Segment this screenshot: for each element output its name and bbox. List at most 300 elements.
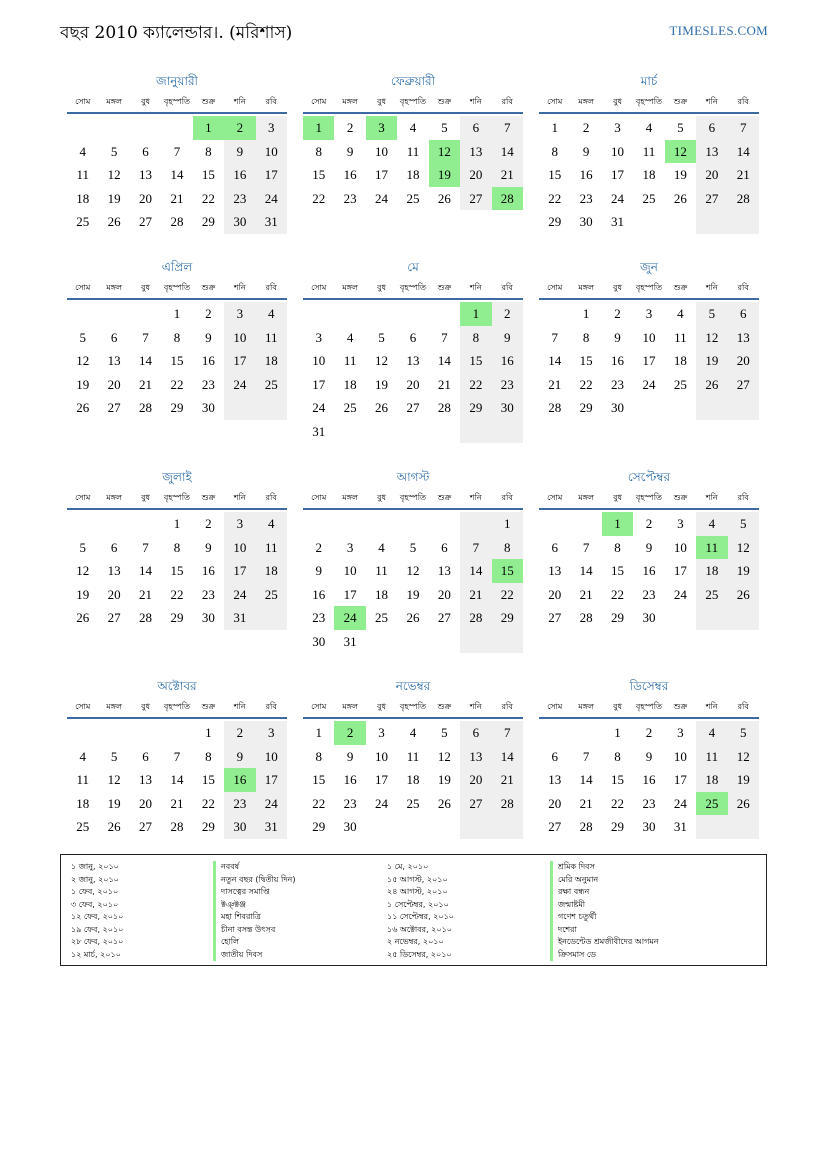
holiday-day-cell[interactable]: 19 [429, 163, 460, 187]
day-cell[interactable]: 11 [406, 143, 420, 159]
day-cell[interactable]: 6 [551, 748, 558, 764]
day-cell[interactable]: 8 [315, 143, 322, 159]
day-cell[interactable]: 8 [492, 536, 523, 560]
holiday-day-cell[interactable]: 3 [366, 116, 397, 140]
day-cell[interactable]: 13 [107, 563, 121, 578]
day-cell[interactable]: 6 [460, 116, 491, 140]
day-cell[interactable]: 26 [437, 795, 451, 811]
day-cell[interactable]: 20 [437, 586, 451, 602]
day-cell[interactable]: 30 [343, 819, 357, 834]
day-cell[interactable]: 20 [696, 163, 727, 187]
day-cell[interactable]: 6 [409, 329, 417, 345]
day-cell[interactable]: 6 [110, 329, 118, 345]
day-cell[interactable]: 17 [224, 349, 255, 373]
day-cell[interactable]: 3 [645, 306, 653, 321]
day-cell[interactable]: 2 [582, 120, 590, 135]
day-cell[interactable]: 8 [205, 748, 212, 764]
day-cell[interactable]: 15 [548, 167, 562, 182]
day-cell[interactable]: 28 [548, 400, 562, 415]
day-cell[interactable]: 11 [642, 143, 656, 159]
day-cell[interactable]: 4 [677, 306, 684, 321]
day-cell[interactable]: 6 [110, 539, 118, 555]
day-cell[interactable]: 28 [728, 187, 759, 211]
day-cell[interactable]: 26 [375, 400, 389, 415]
day-cell[interactable]: 10 [642, 329, 656, 345]
day-cell[interactable]: 23 [492, 373, 523, 397]
day-cell[interactable]: 15 [460, 349, 491, 373]
day-cell[interactable]: 13 [696, 140, 727, 164]
day-cell[interactable]: 9 [645, 539, 653, 555]
day-cell[interactable]: 27 [548, 819, 562, 834]
day-cell[interactable]: 13 [437, 563, 451, 578]
day-cell[interactable]: 29 [611, 819, 625, 834]
day-cell[interactable]: 8 [551, 143, 558, 159]
day-cell[interactable]: 19 [76, 376, 90, 392]
day-cell[interactable]: 14 [579, 563, 593, 578]
day-cell[interactable]: 30 [611, 400, 625, 415]
day-cell[interactable]: 12 [437, 748, 451, 764]
day-cell[interactable]: 14 [548, 353, 562, 368]
day-cell[interactable]: 13 [406, 353, 420, 368]
day-cell[interactable]: 18 [696, 559, 727, 583]
day-cell[interactable]: 12 [107, 167, 121, 182]
day-cell[interactable]: 23 [579, 190, 593, 206]
day-cell[interactable]: 26 [437, 190, 451, 206]
day-cell[interactable]: 9 [224, 745, 255, 769]
day-cell[interactable]: 18 [406, 167, 420, 182]
day-cell[interactable]: 1 [205, 725, 212, 740]
day-cell[interactable]: 3 [224, 302, 255, 326]
day-cell[interactable]: 14 [170, 772, 184, 787]
day-cell[interactable]: 15 [170, 563, 184, 578]
day-cell[interactable]: 10 [224, 536, 255, 560]
day-cell[interactable]: 19 [107, 190, 121, 206]
day-cell[interactable]: 17 [375, 167, 389, 182]
day-cell[interactable]: 11 [406, 748, 420, 764]
day-cell[interactable]: 8 [205, 143, 212, 159]
day-cell[interactable]: 15 [579, 353, 593, 368]
day-cell[interactable]: 13 [460, 140, 491, 164]
holiday-day-cell[interactable]: 24 [334, 606, 365, 630]
day-cell[interactable]: 19 [696, 349, 727, 373]
day-cell[interactable]: 17 [256, 163, 287, 187]
day-cell[interactable]: 30 [642, 819, 656, 834]
day-cell[interactable]: 9 [645, 748, 653, 764]
day-cell[interactable]: 24 [375, 190, 389, 206]
day-cell[interactable]: 24 [224, 373, 255, 397]
holiday-day-cell[interactable]: 16 [224, 768, 255, 792]
day-cell[interactable]: 18 [696, 768, 727, 792]
day-cell[interactable]: 3 [315, 329, 322, 345]
holiday-day-cell[interactable]: 12 [665, 140, 696, 164]
day-cell[interactable]: 17 [673, 563, 687, 578]
day-cell[interactable]: 20 [460, 163, 491, 187]
day-cell[interactable]: 23 [224, 187, 255, 211]
day-cell[interactable]: 22 [611, 795, 625, 811]
day-cell[interactable]: 20 [139, 795, 153, 811]
day-cell[interactable]: 12 [107, 772, 121, 787]
day-cell[interactable]: 25 [642, 190, 656, 206]
day-cell[interactable]: 26 [76, 400, 90, 415]
day-cell[interactable]: 18 [673, 353, 687, 368]
day-cell[interactable]: 4 [256, 512, 287, 536]
day-cell[interactable]: 28 [460, 606, 491, 630]
day-cell[interactable]: 12 [375, 353, 389, 368]
day-cell[interactable]: 24 [611, 190, 625, 206]
day-cell[interactable]: 4 [409, 120, 417, 135]
day-cell[interactable]: 14 [437, 353, 451, 368]
day-cell[interactable]: 25 [673, 376, 687, 392]
day-cell[interactable]: 8 [614, 539, 621, 555]
day-cell[interactable]: 3 [378, 725, 385, 740]
day-cell[interactable]: 16 [312, 586, 326, 602]
day-cell[interactable]: 27 [406, 400, 420, 415]
day-cell[interactable]: 29 [201, 214, 215, 229]
day-cell[interactable]: 29 [611, 610, 625, 625]
day-cell[interactable]: 5 [110, 748, 118, 764]
day-cell[interactable]: 23 [343, 795, 357, 811]
day-cell[interactable]: 31 [611, 214, 625, 229]
day-cell[interactable]: 18 [406, 772, 420, 787]
day-cell[interactable]: 14 [579, 772, 593, 787]
day-cell[interactable]: 4 [79, 748, 86, 764]
day-cell[interactable]: 29 [201, 819, 215, 834]
day-cell[interactable]: 16 [642, 563, 656, 578]
day-cell[interactable]: 13 [728, 326, 759, 350]
day-cell[interactable]: 25 [406, 190, 420, 206]
day-cell[interactable]: 28 [492, 792, 523, 816]
day-cell[interactable]: 24 [375, 795, 389, 811]
day-cell[interactable]: 17 [343, 586, 357, 602]
day-cell[interactable]: 6 [142, 143, 149, 159]
day-cell[interactable]: 11 [375, 563, 388, 578]
day-cell[interactable]: 12 [406, 563, 420, 578]
day-cell[interactable]: 19 [728, 559, 759, 583]
day-cell[interactable]: 1 [582, 306, 590, 321]
day-cell[interactable]: 11 [256, 326, 287, 350]
day-cell[interactable]: 8 [173, 539, 181, 555]
day-cell[interactable]: 20 [107, 376, 121, 392]
day-cell[interactable]: 31 [256, 210, 287, 234]
day-cell[interactable]: 9 [205, 539, 212, 555]
day-cell[interactable]: 2 [614, 306, 621, 321]
day-cell[interactable]: 28 [139, 400, 153, 415]
day-cell[interactable]: 27 [460, 187, 491, 211]
day-cell[interactable]: 2 [224, 721, 255, 745]
day-cell[interactable]: 16 [642, 772, 656, 787]
day-cell[interactable]: 26 [406, 610, 420, 625]
day-cell[interactable]: 16 [201, 353, 215, 368]
day-cell[interactable]: 16 [492, 349, 523, 373]
day-cell[interactable]: 5 [409, 539, 417, 555]
day-cell[interactable]: 5 [441, 120, 448, 135]
day-cell[interactable]: 13 [460, 745, 491, 769]
day-cell[interactable]: 23 [642, 795, 656, 811]
day-cell[interactable]: 25 [375, 610, 389, 625]
day-cell[interactable]: 21 [579, 586, 593, 602]
day-cell[interactable]: 26 [76, 610, 90, 625]
holiday-day-cell[interactable]: 1 [460, 302, 491, 326]
day-cell[interactable]: 27 [548, 610, 562, 625]
day-cell[interactable]: 11 [76, 772, 89, 787]
day-cell[interactable]: 4 [645, 120, 653, 135]
day-cell[interactable]: 17 [611, 167, 625, 182]
day-cell[interactable]: 17 [256, 768, 287, 792]
holiday-day-cell[interactable]: 2 [224, 116, 255, 140]
day-cell[interactable]: 22 [312, 795, 326, 811]
day-cell[interactable]: 25 [256, 583, 287, 607]
day-cell[interactable]: 11 [696, 745, 727, 769]
day-cell[interactable]: 16 [201, 563, 215, 578]
day-cell[interactable]: 20 [139, 190, 153, 206]
day-cell[interactable]: 6 [142, 748, 149, 764]
day-cell[interactable]: 25 [76, 214, 90, 229]
day-cell[interactable]: 12 [728, 745, 759, 769]
day-cell[interactable]: 7 [492, 721, 523, 745]
day-cell[interactable]: 10 [611, 143, 625, 159]
day-cell[interactable]: 29 [170, 610, 184, 625]
day-cell[interactable]: 1 [614, 725, 621, 740]
day-cell[interactable]: 12 [76, 563, 90, 578]
day-cell[interactable]: 24 [256, 792, 287, 816]
day-cell[interactable]: 24 [673, 586, 687, 602]
day-cell[interactable]: 29 [460, 396, 491, 420]
day-cell[interactable]: 7 [173, 748, 181, 764]
day-cell[interactable]: 25 [256, 373, 287, 397]
day-cell[interactable]: 24 [642, 376, 656, 392]
day-cell[interactable]: 16 [343, 772, 357, 787]
day-cell[interactable]: 10 [256, 140, 287, 164]
day-cell[interactable]: 7 [441, 329, 448, 345]
day-cell[interactable]: 5 [79, 539, 86, 555]
holiday-day-cell[interactable]: 1 [602, 512, 633, 536]
day-cell[interactable]: 29 [312, 819, 326, 834]
day-cell[interactable]: 18 [256, 349, 287, 373]
day-cell[interactable]: 19 [673, 167, 687, 182]
day-cell[interactable]: 25 [76, 819, 90, 834]
day-cell[interactable]: 18 [256, 559, 287, 583]
day-cell[interactable]: 23 [611, 376, 625, 392]
day-cell[interactable]: 4 [409, 725, 417, 740]
day-cell[interactable]: 2 [205, 516, 212, 531]
day-cell[interactable]: 28 [579, 819, 593, 834]
day-cell[interactable]: 28 [170, 214, 184, 229]
day-cell[interactable]: 13 [548, 772, 562, 787]
day-cell[interactable]: 1 [173, 516, 181, 531]
day-cell[interactable]: 29 [492, 606, 523, 630]
day-cell[interactable]: 20 [107, 586, 121, 602]
day-cell[interactable]: 21 [460, 583, 491, 607]
day-cell[interactable]: 7 [492, 116, 523, 140]
holiday-day-cell[interactable]: 28 [492, 187, 523, 211]
day-cell[interactable]: 29 [548, 214, 562, 229]
day-cell[interactable]: 10 [343, 563, 357, 578]
day-cell[interactable]: 2 [645, 725, 653, 740]
day-cell[interactable]: 21 [728, 163, 759, 187]
day-cell[interactable]: 17 [673, 772, 687, 787]
day-cell[interactable]: 18 [76, 190, 90, 206]
day-cell[interactable]: 13 [548, 563, 562, 578]
day-cell[interactable]: 9 [492, 326, 523, 350]
day-cell[interactable]: 5 [441, 725, 448, 740]
day-cell[interactable]: 20 [548, 795, 562, 811]
day-cell[interactable]: 30 [224, 210, 255, 234]
day-cell[interactable]: 6 [551, 539, 558, 555]
day-cell[interactable]: 4 [346, 329, 354, 345]
day-cell[interactable]: 29 [170, 400, 184, 415]
day-cell[interactable]: 2 [205, 306, 212, 321]
day-cell[interactable]: 15 [312, 772, 326, 787]
day-cell[interactable]: 7 [142, 329, 149, 345]
day-cell[interactable]: 27 [107, 400, 121, 415]
day-cell[interactable]: 19 [406, 586, 420, 602]
day-cell[interactable]: 9 [315, 563, 322, 578]
day-cell[interactable]: 2 [315, 539, 322, 555]
day-cell[interactable]: 12 [696, 326, 727, 350]
day-cell[interactable]: 16 [579, 167, 593, 182]
day-cell[interactable]: 27 [139, 819, 153, 834]
day-cell[interactable]: 8 [614, 748, 621, 764]
day-cell[interactable]: 1 [492, 512, 523, 536]
day-cell[interactable]: 14 [139, 563, 153, 578]
day-cell[interactable]: 27 [107, 610, 121, 625]
day-cell[interactable]: 21 [170, 190, 184, 206]
day-cell[interactable]: 17 [224, 559, 255, 583]
day-cell[interactable]: 22 [201, 795, 215, 811]
day-cell[interactable]: 19 [728, 768, 759, 792]
day-cell[interactable]: 16 [224, 163, 255, 187]
day-cell[interactable]: 20 [728, 349, 759, 373]
day-cell[interactable]: 16 [611, 353, 625, 368]
day-cell[interactable]: 19 [375, 376, 389, 392]
day-cell[interactable]: 31 [224, 606, 255, 630]
day-cell[interactable]: 9 [582, 143, 590, 159]
day-cell[interactable]: 19 [76, 586, 90, 602]
day-cell[interactable]: 10 [673, 748, 687, 764]
day-cell[interactable]: 7 [142, 539, 149, 555]
day-cell[interactable]: 24 [312, 400, 326, 415]
day-cell[interactable]: 24 [673, 795, 687, 811]
day-cell[interactable]: 5 [677, 120, 684, 135]
day-cell[interactable]: 21 [139, 376, 153, 392]
day-cell[interactable]: 27 [437, 610, 451, 625]
day-cell[interactable]: 12 [728, 536, 759, 560]
day-cell[interactable]: 12 [76, 353, 90, 368]
day-cell[interactable]: 27 [696, 187, 727, 211]
day-cell[interactable]: 26 [107, 214, 121, 229]
day-cell[interactable]: 18 [76, 795, 90, 811]
day-cell[interactable]: 26 [728, 792, 759, 816]
day-cell[interactable]: 15 [201, 772, 215, 787]
day-cell[interactable]: 9 [346, 748, 354, 764]
day-cell[interactable]: 30 [224, 815, 255, 839]
day-cell[interactable]: 22 [170, 586, 184, 602]
day-cell[interactable]: 31 [312, 423, 326, 439]
day-cell[interactable]: 9 [205, 329, 212, 345]
day-cell[interactable]: 22 [611, 586, 625, 602]
day-cell[interactable]: 4 [256, 302, 287, 326]
day-cell[interactable]: 10 [375, 748, 389, 764]
day-cell[interactable]: 2 [492, 302, 523, 326]
day-cell[interactable]: 24 [256, 187, 287, 211]
day-cell[interactable]: 22 [312, 190, 326, 206]
day-cell[interactable]: 5 [79, 329, 86, 345]
day-cell[interactable]: 6 [441, 539, 448, 555]
day-cell[interactable]: 31 [343, 633, 357, 649]
day-cell[interactable]: 15 [312, 167, 326, 182]
day-cell[interactable]: 19 [107, 795, 121, 811]
day-cell[interactable]: 5 [728, 721, 759, 745]
day-cell[interactable]: 30 [312, 633, 326, 649]
day-cell[interactable]: 3 [256, 116, 287, 140]
day-cell[interactable]: 21 [437, 376, 451, 392]
day-cell[interactable]: 26 [696, 373, 727, 397]
day-cell[interactable]: 20 [406, 376, 420, 392]
day-cell[interactable]: 31 [673, 819, 687, 834]
day-cell[interactable]: 7 [728, 116, 759, 140]
day-cell[interactable]: 10 [256, 745, 287, 769]
day-cell[interactable]: 5 [696, 302, 727, 326]
day-cell[interactable]: 27 [728, 373, 759, 397]
day-cell[interactable]: 26 [728, 583, 759, 607]
day-cell[interactable]: 24 [224, 583, 255, 607]
day-cell[interactable]: 30 [201, 400, 215, 415]
day-cell[interactable]: 14 [170, 167, 184, 182]
holiday-day-cell[interactable]: 1 [303, 116, 334, 140]
day-cell[interactable]: 16 [343, 167, 357, 182]
day-cell[interactable]: 1 [315, 725, 322, 740]
day-cell[interactable]: 23 [312, 610, 326, 625]
day-cell[interactable]: 30 [201, 610, 215, 625]
day-cell[interactable]: 3 [224, 512, 255, 536]
day-cell[interactable]: 9 [224, 140, 255, 164]
day-cell[interactable]: 22 [170, 376, 184, 392]
day-cell[interactable]: 9 [614, 329, 621, 345]
day-cell[interactable]: 13 [107, 353, 121, 368]
day-cell[interactable]: 1 [551, 120, 558, 135]
day-cell[interactable]: 10 [224, 326, 255, 350]
day-cell[interactable]: 11 [76, 167, 89, 182]
day-cell[interactable]: 3 [677, 516, 684, 531]
day-cell[interactable]: 27 [139, 214, 153, 229]
day-cell[interactable]: 13 [139, 772, 153, 787]
day-cell[interactable]: 5 [378, 329, 385, 345]
day-cell[interactable]: 17 [375, 772, 389, 787]
day-cell[interactable]: 29 [579, 400, 593, 415]
day-cell[interactable]: 4 [696, 512, 727, 536]
day-cell[interactable]: 9 [346, 143, 354, 159]
day-cell[interactable]: 18 [343, 376, 357, 392]
day-cell[interactable]: 18 [375, 586, 389, 602]
day-cell[interactable]: 25 [696, 583, 727, 607]
day-cell[interactable]: 22 [492, 583, 523, 607]
day-cell[interactable]: 5 [728, 512, 759, 536]
day-cell[interactable]: 2 [346, 120, 354, 135]
day-cell[interactable]: 8 [173, 329, 181, 345]
day-cell[interactable]: 3 [614, 120, 621, 135]
day-cell[interactable]: 6 [696, 116, 727, 140]
day-cell[interactable]: 1 [173, 306, 181, 321]
day-cell[interactable]: 22 [548, 190, 562, 206]
day-cell[interactable]: 3 [677, 725, 684, 740]
day-cell[interactable]: 21 [579, 795, 593, 811]
day-cell[interactable]: 23 [343, 190, 357, 206]
holiday-day-cell[interactable]: 15 [492, 559, 523, 583]
day-cell[interactable]: 30 [642, 610, 656, 625]
holiday-day-cell[interactable]: 12 [429, 140, 460, 164]
day-cell[interactable]: 14 [492, 140, 523, 164]
day-cell[interactable]: 21 [170, 795, 184, 811]
